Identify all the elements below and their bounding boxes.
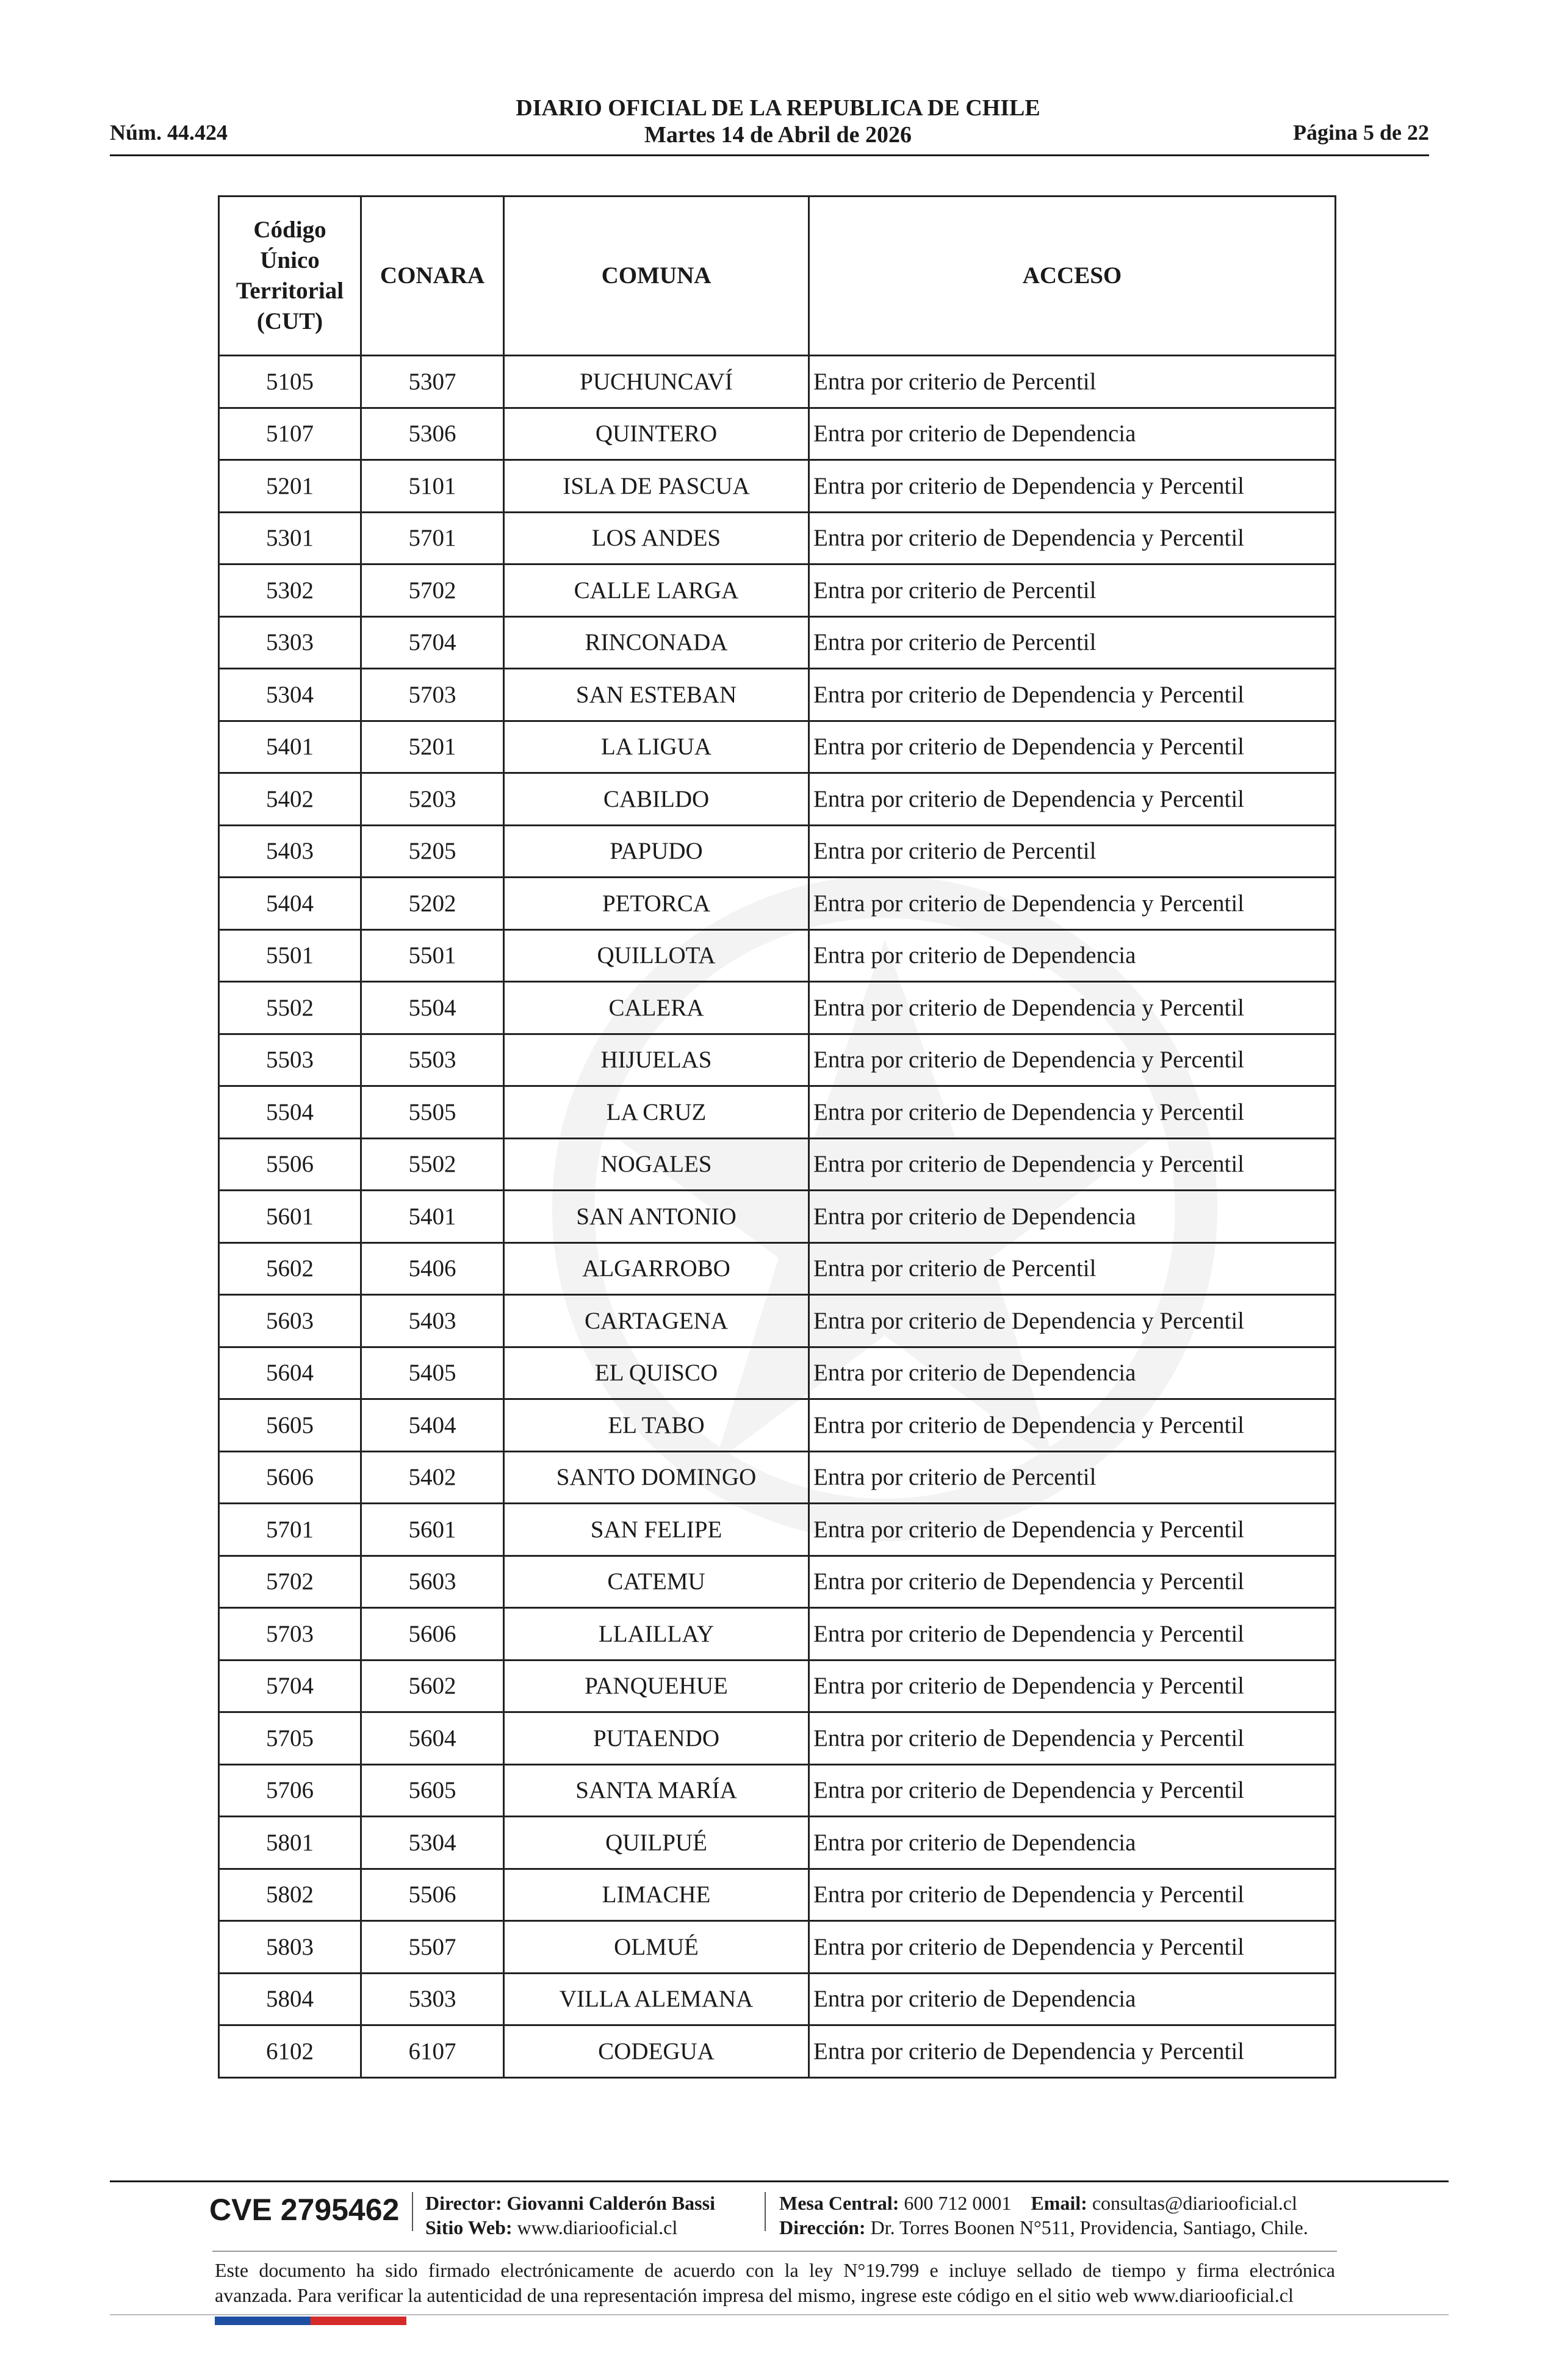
- email-label: Email:: [1031, 2192, 1087, 2214]
- table-row: [219, 878, 1336, 930]
- cell-cut: 5304: [219, 669, 361, 721]
- web-link[interactable]: www.diariooficial.cl: [517, 2216, 678, 2238]
- cell-conara: 6107: [361, 2025, 504, 2078]
- table-row: [219, 408, 1336, 460]
- cell-acceso: Entra por criterio de Dependencia: [809, 1973, 1336, 2025]
- cell-cut: 5201: [219, 460, 361, 513]
- cell-acceso: Entra por criterio de Dependencia y Percentil: [809, 2025, 1336, 2078]
- cell-cut: 5303: [219, 616, 361, 669]
- table-row: [219, 2025, 1336, 2078]
- cell-comuna: PUTAENDO: [504, 1712, 809, 1765]
- cell-acceso: Entra por criterio de Dependencia y Percentil: [809, 669, 1336, 721]
- cell-comuna: SANTA MARÍA: [504, 1764, 809, 1817]
- footer-thin-divider: [212, 2251, 1337, 2252]
- cell-comuna: VILLA ALEMANA: [504, 1973, 809, 2025]
- cell-conara: 5401: [361, 1191, 504, 1243]
- cell-cut: 5401: [219, 721, 361, 773]
- cell-acceso: Entra por criterio de Dependencia: [809, 929, 1336, 982]
- cell-comuna: NOGALES: [504, 1138, 809, 1191]
- address-value: Dr. Torres Boonen N°511, Providencia, Santiago, Chile.: [870, 2216, 1308, 2238]
- cell-conara: 5702: [361, 564, 504, 617]
- flag-stripe-red: [311, 2317, 406, 2325]
- cell-comuna: LLAILLAY: [504, 1608, 809, 1661]
- cell-conara: 5405: [361, 1347, 504, 1399]
- cell-cut: 5604: [219, 1347, 361, 1399]
- cell-cut: 5502: [219, 982, 361, 1034]
- cell-comuna: HIJUELAS: [504, 1034, 809, 1086]
- table-row: [219, 1817, 1336, 1869]
- web-label: Sitio Web:: [425, 2216, 513, 2238]
- legal-notice: [215, 2258, 1335, 2308]
- cell-acceso: Entra por criterio de Percentil: [809, 564, 1336, 617]
- cell-conara: 5307: [361, 356, 504, 408]
- col-header-conara: CONARA: [361, 197, 504, 356]
- cell-cut: 5705: [219, 1712, 361, 1765]
- cell-conara: 5402: [361, 1451, 504, 1504]
- cell-conara: 5506: [361, 1869, 504, 1921]
- cell-cut: 5504: [219, 1086, 361, 1139]
- issue-number: Núm. 44.424: [110, 120, 228, 145]
- cell-acceso: Entra por criterio de Dependencia y Percentil: [809, 1764, 1336, 1817]
- table-row: [219, 512, 1336, 564]
- cell-comuna: OLMUÉ: [504, 1921, 809, 1974]
- cell-conara: 5306: [361, 408, 504, 460]
- table-row: [219, 1660, 1336, 1712]
- table-row: [219, 929, 1336, 982]
- cell-conara: 5202: [361, 878, 504, 930]
- cell-cut: 5105: [219, 356, 361, 408]
- cell-acceso: Entra por criterio de Dependencia: [809, 1817, 1336, 1869]
- cell-acceso: Entra por criterio de Dependencia y Percentil: [809, 1295, 1336, 1347]
- cell-cut: 6102: [219, 2025, 361, 2078]
- table-row: [219, 669, 1336, 721]
- cell-cut: 5702: [219, 1556, 361, 1608]
- cell-acceso: Entra por criterio de Dependencia y Percentil: [809, 721, 1336, 773]
- cell-acceso: Entra por criterio de Dependencia y Percentil: [809, 1660, 1336, 1712]
- col-header-acceso: ACCESO: [809, 197, 1336, 356]
- cell-cut: 5605: [219, 1399, 361, 1452]
- cell-conara: 5703: [361, 669, 504, 721]
- cell-acceso: Entra por criterio de Percentil: [809, 356, 1336, 408]
- cell-cut: 5503: [219, 1034, 361, 1086]
- cell-cut: 5701: [219, 1504, 361, 1556]
- cell-comuna: CALERA: [504, 982, 809, 1034]
- cell-conara: 5505: [361, 1086, 504, 1139]
- cell-cut: 5403: [219, 825, 361, 878]
- cell-conara: 5701: [361, 512, 504, 564]
- cell-comuna: ALGARROBO: [504, 1242, 809, 1295]
- cell-comuna: CALLE LARGA: [504, 564, 809, 617]
- cell-cut: 5107: [219, 408, 361, 460]
- cell-conara: 5203: [361, 773, 504, 826]
- table-row: [219, 616, 1336, 669]
- cell-conara: 5403: [361, 1295, 504, 1347]
- cell-acceso: Entra por criterio de Percentil: [809, 825, 1336, 878]
- cell-conara: 5205: [361, 825, 504, 878]
- cell-acceso: Entra por criterio de Dependencia y Percentil: [809, 1138, 1336, 1191]
- table-row: [219, 1556, 1336, 1608]
- cell-conara: 5304: [361, 1817, 504, 1869]
- cell-acceso: Entra por criterio de Dependencia y Percentil: [809, 1504, 1336, 1556]
- footer-separator: [412, 2192, 413, 2231]
- footer-divider: [110, 2180, 1449, 2182]
- cell-acceso: Entra por criterio de Dependencia y Percentil: [809, 773, 1336, 826]
- cell-comuna: PAPUDO: [504, 825, 809, 878]
- cell-comuna: EL TABO: [504, 1399, 809, 1452]
- table-row: [219, 1451, 1336, 1504]
- table-row: [219, 460, 1336, 513]
- cell-acceso: Entra por criterio de Dependencia y Percentil: [809, 982, 1336, 1034]
- cell-comuna: CARTAGENA: [504, 1295, 809, 1347]
- cell-cut: 5402: [219, 773, 361, 826]
- cell-comuna: ISLA DE PASCUA: [504, 460, 809, 513]
- cell-conara: 5606: [361, 1608, 504, 1661]
- table-row: [219, 1869, 1336, 1921]
- cell-conara: 5406: [361, 1242, 504, 1295]
- director-name: Giovanni Calderón Bassi: [506, 2192, 715, 2214]
- cell-conara: 5603: [361, 1556, 504, 1608]
- table-row: [219, 1034, 1336, 1086]
- table-row: [219, 982, 1336, 1034]
- cell-comuna: CATEMU: [504, 1556, 809, 1608]
- comunas-table: [218, 195, 1336, 2079]
- email-link[interactable]: consultas@diariooficial.cl: [1092, 2192, 1297, 2214]
- director-label: Director:: [425, 2192, 502, 2214]
- cell-comuna: PUCHUNCAVÍ: [504, 356, 809, 408]
- table-row: [219, 1764, 1336, 1817]
- cell-conara: 5101: [361, 460, 504, 513]
- cell-cut: 5703: [219, 1608, 361, 1661]
- cell-conara: 5507: [361, 1921, 504, 1974]
- cell-conara: 5303: [361, 1973, 504, 2025]
- cell-acceso: Entra por criterio de Dependencia y Percentil: [809, 460, 1336, 513]
- table-row: [219, 721, 1336, 773]
- table-row: [219, 1295, 1336, 1347]
- table-row: [219, 1347, 1336, 1399]
- cell-acceso: Entra por criterio de Dependencia y Percentil: [809, 1034, 1336, 1086]
- cell-comuna: RINCONADA: [504, 616, 809, 669]
- cell-cut: 5302: [219, 564, 361, 617]
- col-header-label: Código Único Territorial (CUT): [236, 217, 344, 334]
- cell-acceso: Entra por criterio de Percentil: [809, 1451, 1336, 1504]
- header-divider: [110, 154, 1429, 156]
- table-row: [219, 1399, 1336, 1452]
- cell-conara: 5501: [361, 929, 504, 982]
- cell-comuna: SAN ESTEBAN: [504, 669, 809, 721]
- cell-cut: 5601: [219, 1191, 361, 1243]
- cell-comuna: QUILLOTA: [504, 929, 809, 982]
- cell-acceso: Entra por criterio de Dependencia y Percentil: [809, 878, 1336, 930]
- footer-bottom-divider: [110, 2314, 1449, 2315]
- cell-cut: 5801: [219, 1817, 361, 1869]
- table-row: [219, 1504, 1336, 1556]
- cell-comuna: EL QUISCO: [504, 1347, 809, 1399]
- footer-director-block: [425, 2191, 715, 2240]
- footer-separator: [765, 2192, 766, 2231]
- cell-comuna: PANQUEHUE: [504, 1660, 809, 1712]
- cell-acceso: Entra por criterio de Dependencia y Percentil: [809, 512, 1336, 564]
- table-row: [219, 564, 1336, 617]
- table-header-row: [219, 197, 1336, 356]
- cell-cut: 5603: [219, 1295, 361, 1347]
- table-row: [219, 1608, 1336, 1661]
- page-indicator: Página 5 de 22: [1292, 120, 1429, 145]
- cell-cut: 5704: [219, 1660, 361, 1712]
- legal-line: avanzada. Para verificar la autenticidad de una representación impresa del mismo, ingrese este código en el sitio web www.diariooficial.cl: [215, 2284, 1294, 2306]
- cell-conara: 5604: [361, 1712, 504, 1765]
- cell-conara: 5602: [361, 1660, 504, 1712]
- table-row: [219, 1138, 1336, 1191]
- cell-cut: 5404: [219, 878, 361, 930]
- cell-cut: 5501: [219, 929, 361, 982]
- cell-acceso: Entra por criterio de Dependencia y Percentil: [809, 1086, 1336, 1139]
- cell-comuna: SAN FELIPE: [504, 1504, 809, 1556]
- cell-comuna: LOS ANDES: [504, 512, 809, 564]
- cell-cut: 5606: [219, 1451, 361, 1504]
- cell-comuna: LA CRUZ: [504, 1086, 809, 1139]
- cell-comuna: SAN ANTONIO: [504, 1191, 809, 1243]
- cell-cut: 5706: [219, 1764, 361, 1817]
- cell-comuna: QUILPUÉ: [504, 1817, 809, 1869]
- cell-conara: 5201: [361, 721, 504, 773]
- cell-comuna: SANTO DOMINGO: [504, 1451, 809, 1504]
- cell-conara: 5605: [361, 1764, 504, 1817]
- gazette-title: DIARIO OFICIAL DE LA REPUBLICA DE CHILE: [516, 95, 1040, 121]
- cve-code: CVE 2795462: [209, 2193, 400, 2227]
- cell-cut: 5803: [219, 1921, 361, 1974]
- table-row: [219, 1973, 1336, 2025]
- phone-label: Mesa Central:: [779, 2192, 899, 2214]
- cell-conara: 5502: [361, 1138, 504, 1191]
- cell-acceso: Entra por criterio de Dependencia y Percentil: [809, 1399, 1336, 1452]
- flag-stripe-blue: [215, 2317, 311, 2325]
- col-header-cut: [219, 197, 361, 356]
- cell-acceso: Entra por criterio de Dependencia: [809, 1347, 1336, 1399]
- cell-comuna: LIMACHE: [504, 1869, 809, 1921]
- cell-conara: 5504: [361, 982, 504, 1034]
- phone-value: 600 712 0001: [904, 2192, 1012, 2214]
- cell-acceso: Entra por criterio de Percentil: [809, 616, 1336, 669]
- cell-conara: 5404: [361, 1399, 504, 1452]
- table-row: [219, 356, 1336, 408]
- cell-cut: 5804: [219, 1973, 361, 2025]
- table-row: [219, 1921, 1336, 1974]
- table-row: [219, 1712, 1336, 1765]
- cell-comuna: QUINTERO: [504, 408, 809, 460]
- table-row: [219, 1086, 1336, 1139]
- cell-acceso: Entra por criterio de Dependencia y Percentil: [809, 1608, 1336, 1661]
- cell-comuna: LA LIGUA: [504, 721, 809, 773]
- cell-acceso: Entra por criterio de Percentil: [809, 1242, 1336, 1295]
- table-row: [219, 1191, 1336, 1243]
- cell-comuna: PETORCA: [504, 878, 809, 930]
- cell-cut: 5602: [219, 1242, 361, 1295]
- col-header-comuna: COMUNA: [504, 197, 809, 356]
- footer-contact-block: [779, 2191, 1308, 2240]
- cell-acceso: Entra por criterio de Dependencia y Percentil: [809, 1712, 1336, 1765]
- cell-conara: 5704: [361, 616, 504, 669]
- cell-cut: 5506: [219, 1138, 361, 1191]
- table-row: [219, 825, 1336, 878]
- issue-date: Martes 14 de Abril de 2026: [644, 122, 912, 148]
- cell-comuna: CABILDO: [504, 773, 809, 826]
- cell-acceso: Entra por criterio de Dependencia y Percentil: [809, 1556, 1336, 1608]
- cell-cut: 5802: [219, 1869, 361, 1921]
- cell-acceso: Entra por criterio de Dependencia: [809, 408, 1336, 460]
- cell-conara: 5601: [361, 1504, 504, 1556]
- table-row: [219, 773, 1336, 826]
- legal-line: Este documento ha sido firmado electrónicamente de acuerdo con la ley N°19.799 e incluye sellado de tiempo y firma electrónica: [215, 2259, 1335, 2281]
- cell-acceso: Entra por criterio de Dependencia y Percentil: [809, 1921, 1336, 1974]
- address-label: Dirección:: [779, 2216, 866, 2238]
- table-row: [219, 1242, 1336, 1295]
- cell-cut: 5301: [219, 512, 361, 564]
- cell-comuna: CODEGUA: [504, 2025, 809, 2078]
- cell-conara: 5503: [361, 1034, 504, 1086]
- cell-acceso: Entra por criterio de Dependencia y Percentil: [809, 1869, 1336, 1921]
- cell-acceso: Entra por criterio de Dependencia: [809, 1191, 1336, 1243]
